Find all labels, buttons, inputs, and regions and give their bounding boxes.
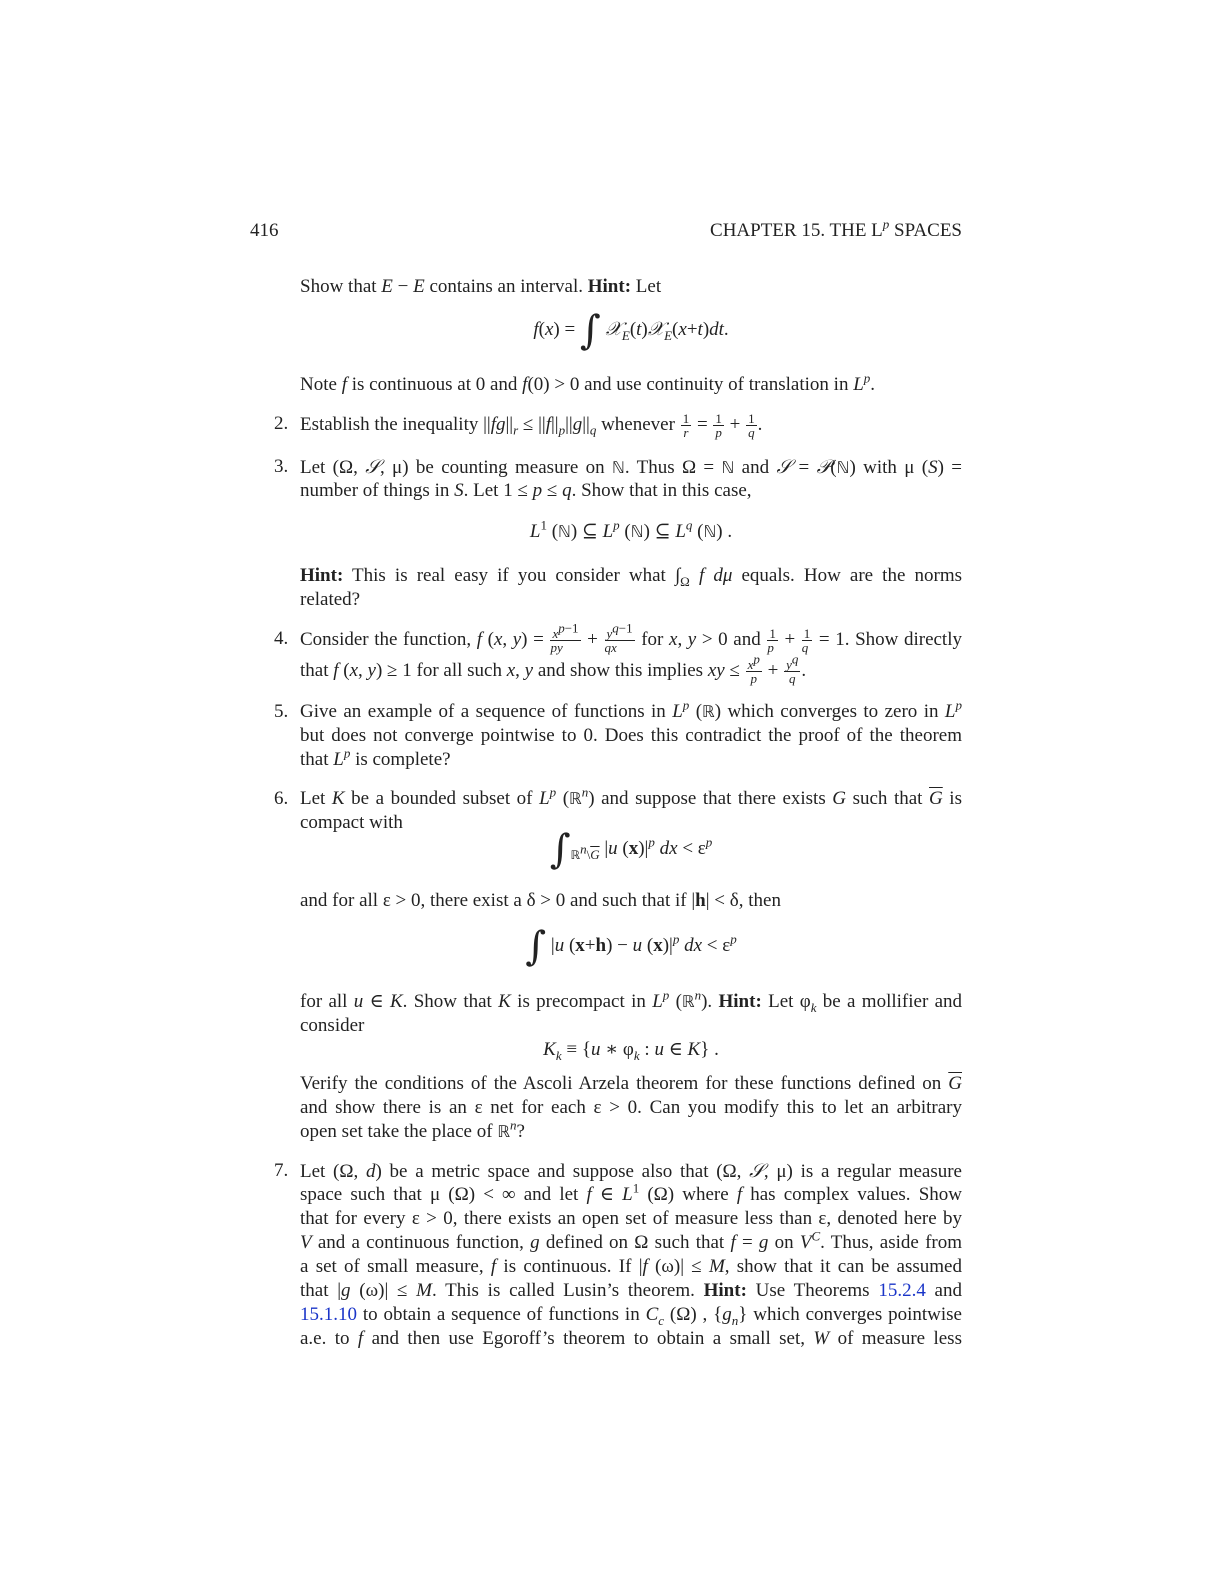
paragraph-line: but does not converge pointwise to 0. Does this contradict the proof of the theorem [300,725,962,746]
item-number: 5. [274,701,289,722]
paragraph-line: compact with [300,812,403,833]
running-head: CHAPTER 15. THE $L^p$ SPACES [710,216,962,241]
page-number: 416 [250,220,279,241]
paragraph-line: Let (Ω, d) be a metric space and suppose also that (Ω, 𝒮, μ) is a regular measure [300,1160,962,1182]
paragraph-line: Establish the inequality $||fg||_r \le ||f||_p||g||_q$ whenever $\frac{1}{r}$ = $\frac{1}{p}$ + $\frac{1}{q}$ . [300,411,763,440]
item-number: 2. [274,413,289,434]
paragraph-line: that $L^p$ is complete? [300,745,451,770]
paragraph-line: V and a continuous function, g defined on Ω such that f = g on $V^C$. Thus, aside from [300,1228,963,1253]
paragraph-line: Note f is continuous at 0 and f(0) > 0 and use continuity of translation in $L^p$. [300,370,876,395]
paragraph-line: and for all ε > 0, there exist a δ > 0 and such that if |h| < δ, then [300,890,781,911]
paragraph-line: Let (Ω, 𝒮, μ) be counting measure on ℕ. Thus Ω = ℕ and 𝒮 = 𝒫(ℕ) with μ (S) = [300,456,963,478]
item-number: 3. [274,456,289,477]
paragraph-line: that f (x, y) ≥ 1 for all such x, y and show this implies xy ≤ $\frac{x^p}{p}$ + $\frac{y^q}{q}$ . [300,651,807,686]
display-equation: $L^1$ (ℕ) ⊆ $L^p$ (ℕ) ⊆ $L^q$ (ℕ) . [529,517,733,542]
paragraph-line: a.e. to f and then use Egoroff’s theorem to obtain a small set, W of measure less [300,1328,962,1349]
paragraph-line: related? [300,589,361,610]
paragraph-line: consider [300,1015,365,1036]
paragraph-line: that for every ε > 0, there exists an open set of measure less than ε, denoted here by [300,1208,963,1229]
paragraph-line: Let K be a bounded subset of $L^p$ (ℝ$^n$) and suppose that there exists G such that $\overline{G}$ is [300,784,962,809]
paragraph-line: that |g (ω)| ≤ M. This is called Lusin’s theorem. Hint: Use Theorems 15.2.4 and [300,1280,962,1301]
display-equation: $K_k \equiv \{u$ ∗ $\varphi_k$ : u ∈ K} . [543,1039,719,1063]
paragraph-line: number of things in S. Let 1 ≤ p ≤ q. Show that in this case, [300,480,752,501]
item-number: 7. [274,1160,289,1181]
paragraph-line: for all u ∈ K. Show that K is precompact in $L^p$ (ℝ$^n$). Hint: Let $\varphi_k$ be a mollifier and [300,987,963,1015]
display-equation: f(x) = ∫ 𝒳$_E$(t)𝒳$_E$(x+t)dt. [533,307,729,354]
paragraph-line: a set of small measure, f is continuous. If |f (ω)| ≤ M, show that it can be assumed [300,1256,962,1277]
paragraph-line: Consider the function, f (x, y) = $\frac{x^{p-1}}{py}$ + $\frac{y^{q-1}}{qx}$ for x, y > 0 and $\frac{1}{p}$ + $\frac{1}{q}$ = 1. Show directly [300,620,962,655]
theorem-link[interactable]: 15.2.4 [878,1280,926,1301]
paragraph-line: Hint: This is real easy if you consider what $\int_\Omega$ f dμ equals. How are the norms [300,565,962,589]
paragraph-line: and show there is an ε net for each ε > 0. Can you modify this to let an arbitrary [300,1097,962,1118]
paragraph-line: space such that μ (Ω) < ∞ and let f ∈ $L^1$ (Ω) where f has complex values. Show [300,1180,962,1205]
paragraph-line: Show that E − E contains an interval. Hint: Let [300,276,662,297]
item-number: 6. [274,788,289,809]
paragraph-line: Give an example of a sequence of functions in $L^p$ (ℝ) which converges to zero in $L^p$ [300,697,962,722]
paragraph-line: open set take the place of ℝ$^n$? [300,1117,525,1142]
theorem-link[interactable]: 15.1.10 [300,1304,357,1325]
paragraph-line: Verify the conditions of the Ascoli Arzela theorem for these functions defined on $\overline{G}$ [300,1073,962,1094]
display-equation: $\int_{ℝ^n\backslash\overline{G}}$ |u $(x)|^p$ dx < $\varepsilon^p$ [549,826,713,873]
item-number: 4. [274,628,289,649]
display-equation: ∫ |u (x+h) − u $(x)|^p$ dx < $\varepsilon^p$ [525,923,737,970]
paragraph-line: 15.1.10 to obtain a sequence of functions in $C_c$ (Ω) , $\{g_n\}$ which converges pointwise [300,1304,962,1328]
